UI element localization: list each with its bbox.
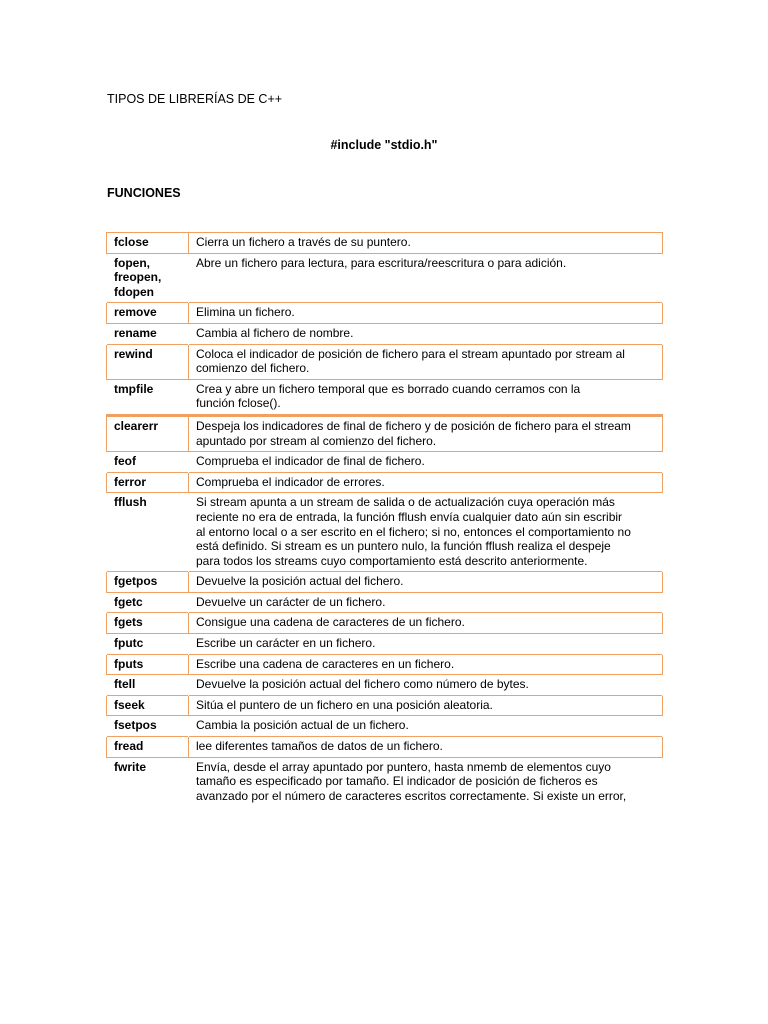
- table-row: [107, 695, 663, 716]
- function-description-cell: [189, 493, 663, 572]
- function-description: Comprueba el indicador de errores.: [196, 474, 385, 489]
- function-name: clearerr: [114, 418, 159, 433]
- function-description: comienzo del fichero.: [196, 361, 310, 376]
- function-description-cell: [189, 675, 663, 696]
- function-description: tamaño es especificado por tamaño. El indicador de posición de ficheros es: [196, 774, 598, 789]
- function-name: tmpfile: [114, 381, 154, 396]
- function-description: Devuelve la posición actual del fichero como número de bytes.: [196, 677, 529, 692]
- table-row: [107, 323, 663, 344]
- function-description: para todos los streams cuyo comportamiento está descrito anteriormente.: [196, 553, 588, 568]
- table-row: [107, 634, 663, 655]
- function-description-cell: [189, 592, 663, 613]
- function-description: Despeja los indicadores de final de fichero y de posición de fichero para el stream: [196, 418, 631, 433]
- function-name-cell: [107, 634, 189, 655]
- table-row: [107, 452, 663, 473]
- function-description: Escribe un carácter en un fichero.: [196, 636, 376, 651]
- function-name: fread: [114, 739, 144, 754]
- table-row: [107, 757, 663, 806]
- function-name-cell: [107, 675, 189, 696]
- function-name-cell: [107, 303, 189, 324]
- function-name-cell: [107, 695, 189, 716]
- function-name: ftell: [114, 677, 136, 692]
- function-description: Crea y abre un fichero temporal que es borrado cuando cerramos con la: [196, 381, 581, 396]
- function-description: apuntado por stream al comienzo del fichero.: [196, 433, 437, 448]
- table-row: [107, 716, 663, 737]
- function-name-cell: [107, 472, 189, 493]
- function-description: Abre un fichero para lectura, para escritura/reescritura o para adición.: [196, 255, 567, 270]
- table-row: [107, 303, 663, 324]
- function-name-cell: [107, 592, 189, 613]
- function-description: Cambia al fichero de nombre.: [196, 325, 354, 340]
- functions-table: [106, 232, 663, 806]
- function-name: fopen,: [114, 255, 150, 270]
- function-description: Cierra un fichero a través de su puntero.: [196, 235, 411, 249]
- section-title: FUNCIONES: [107, 186, 181, 200]
- table-row: [107, 233, 663, 254]
- function-name-cell: [107, 233, 189, 254]
- table-row: [107, 572, 663, 593]
- function-name: fgets: [114, 615, 143, 630]
- function-description: Consigue una cadena de caracteres de un fichero.: [196, 615, 465, 630]
- function-description-cell: [189, 737, 663, 758]
- function-name-cell: [107, 716, 189, 737]
- function-description: Coloca el indicador de posición de fichero para el stream apuntado por stream al: [196, 346, 625, 361]
- function-description-cell: [189, 323, 663, 344]
- table-row: [107, 737, 663, 758]
- function-description-cell: [189, 716, 663, 737]
- function-name: fgetpos: [114, 574, 158, 589]
- document-heading: TIPOS DE LIBRERÍAS DE C++: [107, 92, 283, 106]
- function-name: fseek: [114, 697, 145, 712]
- function-name: fwrite: [114, 759, 147, 774]
- function-description-cell: [189, 572, 663, 593]
- function-name: remove: [114, 305, 157, 320]
- table-row: [107, 675, 663, 696]
- function-description: Envía, desde el array apuntado por puntero, hasta nmemb de elementos cuyo: [196, 759, 611, 774]
- function-description-cell: [189, 233, 663, 254]
- table-row: [107, 493, 663, 572]
- include-subtitle: #include "stdio.h": [330, 138, 438, 152]
- function-description: reciente no era de entrada, la función fflush envía cualquier dato aún sin escribir: [196, 509, 623, 524]
- function-name: fdopen: [114, 284, 154, 299]
- function-description-cell: [189, 472, 663, 493]
- table-row: [107, 654, 663, 675]
- function-description: avanzado por el número de caracteres escritos correctamente. Si existe un error,: [196, 788, 627, 803]
- function-name-cell: [107, 452, 189, 473]
- function-name: fflush: [114, 495, 147, 510]
- function-description-cell: [189, 654, 663, 675]
- function-description: Devuelve un carácter de un fichero.: [196, 594, 386, 609]
- function-name-cell: [107, 323, 189, 344]
- function-description: Elimina un fichero.: [196, 305, 295, 320]
- function-description-cell: [189, 303, 663, 324]
- function-description-cell: [189, 634, 663, 655]
- table-row: [107, 472, 663, 493]
- function-description: función fclose().: [196, 396, 281, 411]
- function-description: lee diferentes tamaños de datos de un fichero.: [196, 739, 443, 754]
- function-description-cell: [189, 344, 663, 379]
- function-name: feof: [114, 454, 136, 469]
- function-description: Si stream apunta a un stream de salida o de actualización cuya operación más: [196, 495, 615, 510]
- table-row: [107, 344, 663, 379]
- function-description-cell: [189, 452, 663, 473]
- function-name: rewind: [114, 346, 153, 361]
- function-name-cell: [107, 572, 189, 593]
- function-description: Cambia la posición actual de un fichero.: [196, 718, 409, 733]
- function-name-cell: [107, 415, 189, 451]
- function-name-cell: [107, 737, 189, 758]
- functions-table-container: [106, 232, 662, 806]
- function-description: al entorno local o a ser escrito en el fichero; si no, entonces el comportamiento no: [196, 524, 631, 539]
- function-description-cell: [189, 757, 663, 806]
- table-row: [107, 253, 663, 303]
- function-description-cell: [189, 695, 663, 716]
- function-name: fputs: [114, 656, 144, 671]
- function-name: rename: [114, 325, 157, 340]
- function-description-cell: [189, 379, 663, 415]
- function-name: freopen,: [114, 270, 162, 285]
- function-description: está definido. Si stream es un puntero nulo, la función fflush realiza el despeje: [196, 539, 611, 554]
- function-name-cell: [107, 253, 189, 303]
- function-name: ferror: [114, 474, 147, 489]
- function-name: fputc: [114, 636, 144, 651]
- function-description-cell: [189, 613, 663, 634]
- function-description-cell: [189, 415, 663, 451]
- table-row: [107, 613, 663, 634]
- function-name-cell: [107, 757, 189, 806]
- function-name: fsetpos: [114, 718, 157, 733]
- table-row: [107, 415, 663, 451]
- function-name-cell: [107, 379, 189, 415]
- function-description: Escribe una cadena de caracteres en un fichero.: [196, 656, 455, 671]
- function-description: Comprueba el indicador de final de fichero.: [196, 454, 425, 469]
- function-name: fgetc: [114, 594, 143, 609]
- function-name-cell: [107, 613, 189, 634]
- table-row: [107, 592, 663, 613]
- function-description-cell: [189, 253, 663, 303]
- function-name-cell: [107, 493, 189, 572]
- function-name-cell: [107, 344, 189, 379]
- function-name-cell: [107, 654, 189, 675]
- function-description: Devuelve la posición actual del fichero.: [196, 574, 404, 589]
- function-name: fclose: [114, 235, 149, 249]
- table-row: [107, 379, 663, 415]
- function-description: Sitúa el puntero de un fichero en una posición aleatoria.: [196, 697, 493, 712]
